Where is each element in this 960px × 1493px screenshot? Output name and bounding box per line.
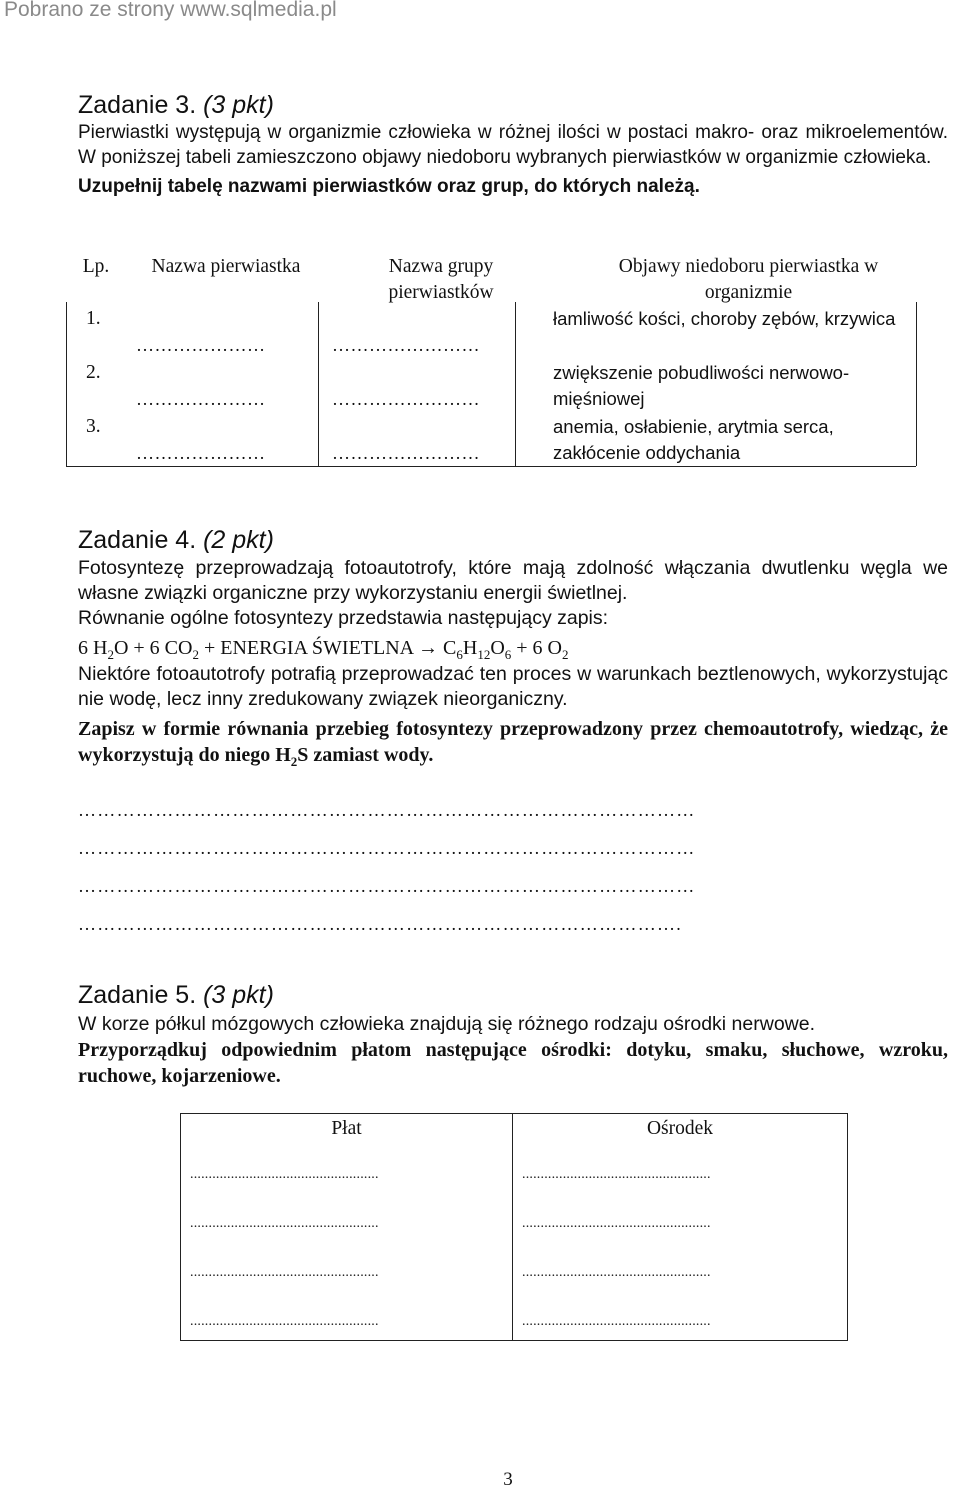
task5-intro: W korze półkul mózgowych człowieka znajdują się różnego rodzaju ośrodki nerwowe. — [78, 1013, 816, 1035]
watermark: Pobrano ze strony www.sqlmedia.pl — [4, 0, 337, 21]
task5-section — [78, 980, 948, 1011]
task4-answer-line-4[interactable]: …………………………………………………………………………………. — [78, 914, 683, 934]
t3-row1-symptoms: łamliwość kości, choroby zębów, krzywica — [553, 308, 896, 329]
task4-text — [78, 556, 948, 631]
task3-points: (3 pkt) — [203, 91, 274, 119]
task5-instruction-block — [78, 1037, 948, 1089]
task5-table — [180, 1113, 848, 1341]
task5-instruction: Przyporządkuj odpowiednim płatom następujące ośrodki: dotyku, smaku, słuchowe, wzroku, ruchowe, kojarzeniowe. — [78, 1039, 948, 1087]
task4-p1: Fotosyntezę przeprowadzają fotoautotrofy, które mają zdolność włączania dwutlenku węgla we własne związki organiczne przy wykorzystaniu energii świetlnej. — [78, 557, 948, 604]
task4-answer-line-3[interactable]: …………………………………………………………………………………… — [78, 876, 696, 896]
task4-section — [78, 525, 948, 556]
page-number: 3 — [503, 1469, 513, 1490]
t3-row3-group[interactable]: …………………… — [332, 443, 480, 463]
task3-intro: Pierwiastki występują w organizmie człowieka w różnej ilości w postaci makro- oraz mikroelementów. W poniższej tabeli zamieszczono objawy niedoboru wybranych pierwiastków w organizmie człowieka. — [78, 122, 948, 168]
task4-instruction: Zapisz w formie równania przebieg fotosyntezy przeprowadzony przez chemoautotrofy, wiedząc, że wykorzystują do niego $H_2S$ zamiast wody. — [78, 718, 948, 769]
task4-heading — [78, 525, 948, 556]
t3-row3-name[interactable]: ………………… — [136, 443, 266, 463]
task4-equation: 6 $H_2O + 6$ $CO_2$ + ENERGIA ŚWIETLNA → $C_6H_{12}O_6 + 6$ $O_2$ — [78, 637, 569, 662]
task5-title: Zadanie 5. — [78, 981, 197, 1009]
t5-header-center: Ośrodek — [646, 1118, 714, 1139]
t3-header-lp: Lp. — [82, 256, 110, 277]
t3-row1-name[interactable]: ………………… — [136, 335, 266, 355]
t5-row4-center[interactable]: ................................................... — [522, 1314, 711, 1329]
t3-row1-lp: 1. — [86, 308, 101, 329]
t3-row2-lp: 2. — [86, 362, 101, 383]
t3-row3-lp: 3. — [86, 416, 101, 437]
t5-row2-center[interactable]: ................................................... — [522, 1216, 711, 1231]
t3-header-name: Nazwa pierwiastka — [151, 256, 301, 277]
t3-header-symptoms: Objawy niedoboru pierwiastka w organizmie — [618, 256, 879, 303]
task3-text — [78, 120, 948, 199]
t5-row2-lobe[interactable]: ................................................... — [190, 1216, 379, 1231]
task5-text — [78, 1012, 948, 1037]
task3-table — [66, 250, 916, 466]
task4-p2: Równanie ogólne fotosyntezy przedstawia następujący zapis: — [78, 607, 609, 629]
task4-points: (2 pkt) — [203, 526, 274, 554]
task4-answer-line-1[interactable]: …………………………………………………………………………………… — [78, 800, 696, 820]
t5-row3-center[interactable]: ................................................... — [522, 1265, 711, 1280]
t3-header-group: Nazwa grupy pierwiastków — [388, 256, 494, 303]
task4-answer-line-2[interactable]: …………………………………………………………………………………… — [78, 838, 696, 858]
t3-row1-group[interactable]: …………………… — [332, 335, 480, 355]
task3-section — [78, 90, 948, 121]
t3-row2-symptoms: zwiększenie pobudliwości nerwowo-mięśniowej — [553, 362, 850, 409]
t5-header-lobe: Płat — [331, 1118, 362, 1139]
t3-row3-symptoms: anemia, osłabienie, arytmia serca, zakłócenie oddychania — [553, 416, 834, 463]
t3-row2-group[interactable]: …………………… — [332, 389, 480, 409]
task3-instruction: Uzupełnij tabelę nazwami pierwiastków oraz grup, do których należą. — [78, 176, 700, 197]
arrow-icon: → — [418, 637, 439, 659]
task3-title: Zadanie 3. — [78, 91, 197, 119]
t3-row2-name[interactable]: ………………… — [136, 389, 266, 409]
task5-points: (3 pkt) — [203, 981, 274, 1009]
t5-row1-lobe[interactable]: ................................................... — [190, 1167, 379, 1182]
task5-heading — [78, 980, 948, 1011]
t5-row3-lobe[interactable]: ................................................... — [190, 1265, 379, 1280]
t5-row4-lobe[interactable]: ................................................... — [190, 1314, 379, 1329]
task4-p3: Niektóre fotoautotrofy potrafią przeprowadzać ten proces w warunkach beztlenowych, wykorzystując nie wodę, lecz inny zredukowany związek nieorganiczny. — [78, 663, 948, 710]
task3-heading — [78, 90, 948, 121]
task4-text-2 — [78, 662, 948, 712]
task4-title: Zadanie 4. — [78, 526, 197, 554]
t5-row1-center[interactable]: ................................................... — [522, 1167, 711, 1182]
